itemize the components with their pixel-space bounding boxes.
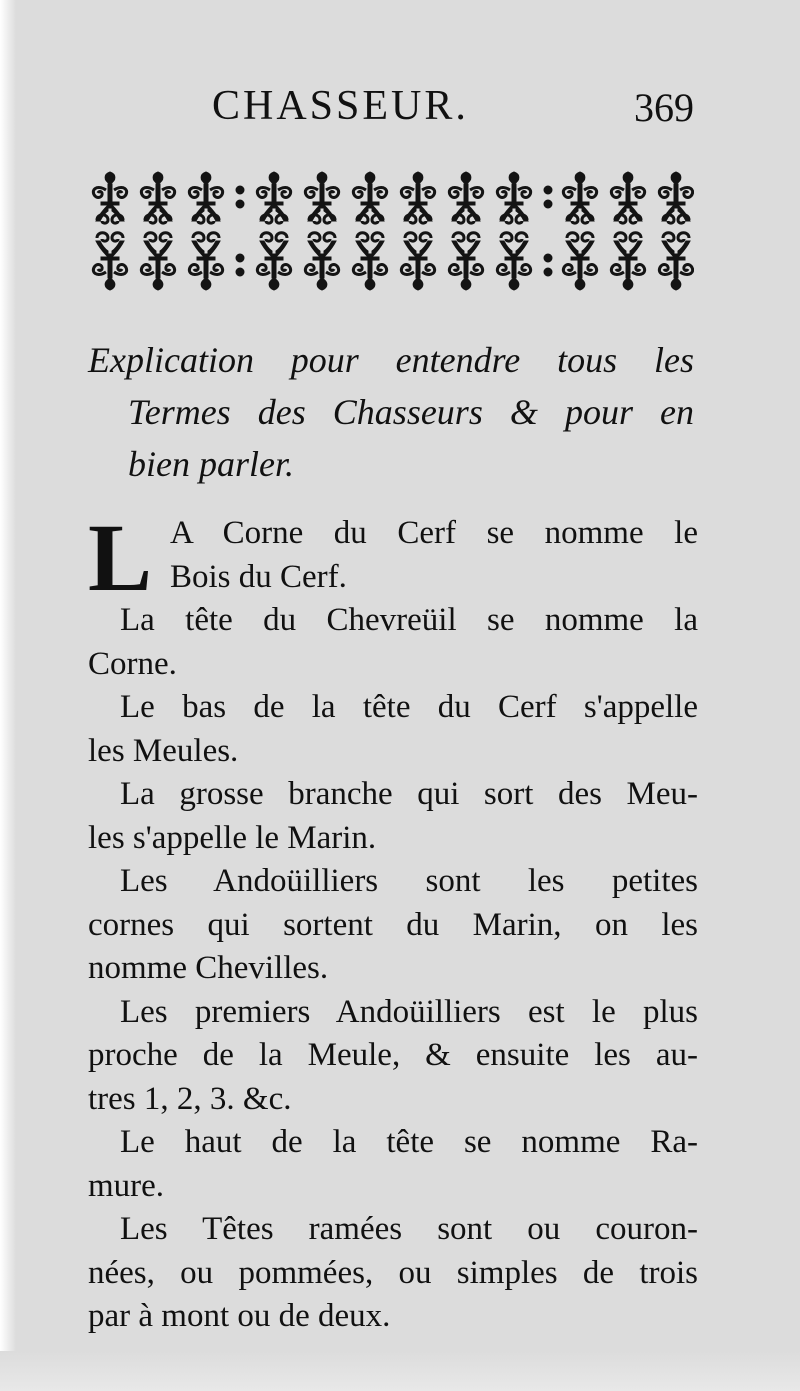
paragraph (88, 1121, 698, 1208)
heading-line: Termes des Chasseurs & pour en (128, 392, 694, 432)
text-line: Bois du Cerf. (170, 558, 347, 595)
paragraph (88, 991, 698, 1122)
text-line: nomme Chevilles. (88, 950, 329, 986)
running-title: CHASSEUR. (212, 83, 469, 129)
text-line: Les Andoüilliers sont les petites (120, 863, 698, 899)
text-line: Les premiers Andoüilliers est le plus (120, 993, 698, 1030)
text-line: Corne. (88, 645, 177, 682)
text-line: Le haut de la tête se nomme Ra- (120, 1124, 698, 1160)
first-paragraph (88, 504, 698, 611)
page-gutter-shadow (0, 0, 16, 1391)
paragraph (88, 860, 698, 991)
text-line: proche de la Meule, & ensuite les au- (88, 1037, 698, 1073)
page-bottom-edge (0, 1351, 800, 1391)
body-text (88, 504, 698, 1339)
paragraph (88, 599, 698, 686)
text-line: par à mont ou de deux. (88, 1298, 391, 1334)
text-line: mure. (88, 1167, 165, 1204)
paragraph (88, 773, 698, 860)
text-line: cornes qui sortent du Marin, on les (88, 906, 698, 943)
drop-cap: L (88, 504, 153, 611)
page-header (90, 82, 700, 132)
section-heading (88, 334, 700, 490)
fleuron-ornament-band (88, 168, 694, 294)
paragraph (88, 1208, 698, 1339)
text-line: La grosse branche qui sort des Meu- (120, 776, 698, 812)
page-number: 369 (634, 85, 694, 130)
text-line: les Meules. (88, 732, 239, 769)
paragraph (88, 686, 698, 773)
heading-line: bien parler. (128, 444, 294, 484)
heading-line: Explication pour entendre tous les (88, 340, 694, 380)
text-line: Le bas de la tête du Cerf s'appelle (120, 689, 698, 725)
text-line: nées, ou pommées, ou simples de trois (88, 1254, 698, 1291)
text-line: La tête du Chevreüil se nomme la (120, 602, 698, 638)
text-line: Les Têtes ramées sont ou couron- (120, 1211, 698, 1247)
text-line: les s'appelle le Marin. (88, 819, 377, 856)
text-line: tres 1, 2, 3. &c. (88, 1080, 292, 1117)
text-line: A Corne du Cerf se nomme le (170, 515, 698, 551)
